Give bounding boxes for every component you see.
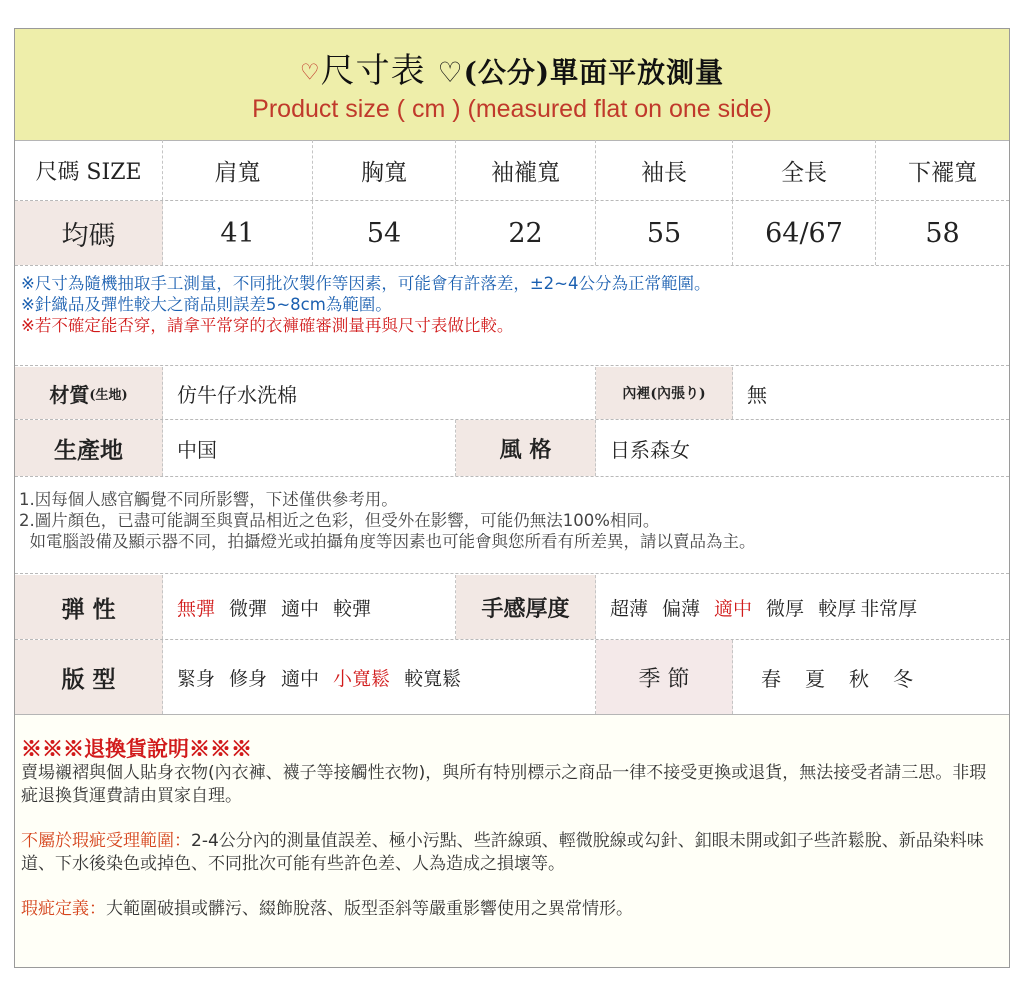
elasticity-option: 適中: [281, 597, 320, 620]
fit-row: [15, 640, 1009, 715]
elasticity-option: 無彈: [177, 597, 216, 620]
defect-paragraph: [21, 898, 1003, 921]
title-sub: ♡(公分)單面平放測量: [437, 56, 725, 89]
size-value-row: [15, 201, 1009, 266]
fit-label: 版 型: [15, 640, 163, 714]
hem-col-header: 下襬寬: [908, 159, 977, 186]
not-defect-paragraph: [21, 830, 1003, 876]
style-label: 風 格: [456, 420, 596, 476]
chart-header: [15, 29, 1009, 141]
thickness-options: [596, 575, 1009, 639]
elasticity-label: 弾 性: [15, 575, 163, 639]
defect-label: 瑕疵定義：: [21, 899, 106, 919]
material-label-text: 材質: [49, 382, 90, 407]
thickness-option: 較厚: [818, 597, 857, 620]
length-col-header: 全長: [733, 140, 876, 200]
title-main: 尺寸表: [320, 51, 426, 91]
lining-value: 無: [747, 382, 767, 407]
sleeve-col-header: 袖長: [596, 140, 733, 200]
season-label: 季 節: [596, 640, 733, 714]
size-header-row: [15, 140, 1009, 201]
fit-option: 適中: [281, 667, 320, 690]
thickness-option: 非常厚: [860, 597, 918, 620]
origin-label: 生產地: [15, 420, 163, 476]
shoulder-value: 41: [163, 201, 313, 265]
armhole-col-header: 袖襱寬: [456, 140, 596, 200]
disclaimer-line: 1.因每個人感官觸覺不同所影響，下述僅供參考用。: [19, 490, 398, 509]
material-label: [15, 367, 163, 419]
sleeve-value: 55: [596, 201, 733, 265]
length-value: 64/67: [733, 201, 876, 265]
elasticity-option: 較彈: [333, 597, 372, 620]
disclaimer-line: 2.圖片顏色，已盡可能調至與賣品相近之色彩，但受外在影響，可能仍無法100%相同。: [19, 511, 660, 530]
elasticity-option: 微彈: [229, 597, 268, 620]
season-option: 春: [761, 666, 783, 691]
material-row: [15, 367, 1009, 420]
disclaimer-line: 如電腦設備及顯示器不同，拍攝燈光或拍攝角度等因素也可能會與您所看有所差異，請以賣品為主。: [19, 532, 756, 551]
thickness-label: 手感厚度: [456, 575, 596, 639]
policy-title: ※※※退換貨說明※※※: [21, 736, 252, 761]
note-line: ※尺寸為隨機抽取手工測量，不同批次製作等因素，可能會有許落差，±2~4公分為正常範圍。: [21, 274, 711, 293]
fit-option: 較寬鬆: [404, 667, 462, 690]
chart-subtitle: Product size ( cm ) (measured flat on one side): [252, 95, 772, 123]
thickness-option: 微厚: [766, 597, 805, 620]
material-label-small: (生地): [89, 387, 128, 403]
fit-option: 緊身: [177, 667, 216, 690]
size-chart: [14, 28, 1010, 968]
material-value: 仿牛仔水洗棉: [163, 367, 596, 419]
origin-row: [15, 420, 1009, 477]
not-defect-label: 不屬於瑕疵受理範圍：: [21, 831, 191, 851]
size-label: 均碼: [15, 201, 163, 265]
fit-options: [163, 640, 596, 714]
season-option: 秋: [849, 666, 871, 691]
thickness-option: 偏薄: [662, 597, 701, 620]
disclaimer-notes: [15, 477, 1009, 574]
heart-icon: ♡: [299, 60, 321, 86]
chest-value: 54: [313, 201, 456, 265]
thickness-option: 超薄: [610, 597, 649, 620]
hem-value: 58: [925, 217, 960, 249]
defect-text: 大範圍破損或髒污、綴飾脫落、版型歪斜等嚴重影響使用之異常情形。: [106, 899, 633, 919]
policy-body: 賣場襯褶與個人貼身衣物(內衣褲、襪子等接觸性衣物)，與所有特別標示之商品一律不接受更換或退貨，無法接受者請三思。非瑕疵退換貨運費請由買家自理。: [21, 763, 987, 806]
measurement-notes: [15, 266, 1009, 366]
size-col-header: 尺碼 SIZE: [15, 140, 163, 200]
chart-title: [15, 43, 1009, 92]
elasticity-options: [163, 575, 456, 639]
return-policy: [15, 715, 1009, 967]
not-defect-text: 2-4公分內的測量值誤差、極小污點、些許線頭、輕微脫線或勾針、釦眼未開或釦子些許鬆脫、新品染料味道、下水後染色或掉色、不同批次可能有些許色差、人為造成之損壞等。: [21, 831, 984, 874]
shoulder-col-header: 肩寬: [163, 140, 313, 200]
chest-col-header: 胸寬: [313, 140, 456, 200]
season-option: 夏: [805, 666, 827, 691]
season-option: 冬: [893, 666, 915, 691]
style-value: 日系森女: [610, 437, 690, 462]
armhole-value: 22: [456, 201, 596, 265]
origin-value: 中国: [163, 420, 456, 476]
lining-label: 內裡(內張り): [596, 367, 733, 419]
fit-option: 小寬鬆: [333, 667, 391, 690]
note-line: ※針織品及彈性較大之商品則誤差5~8cm為範圍。: [21, 295, 392, 314]
elasticity-row: [15, 575, 1009, 640]
thickness-option: 適中: [714, 597, 753, 620]
fit-option: 修身: [229, 667, 268, 690]
note-line: ※若不確定能否穿，請拿平常穿的衣褲確審測量再與尺寸表做比較。: [21, 316, 514, 335]
season-options: [733, 640, 1009, 714]
